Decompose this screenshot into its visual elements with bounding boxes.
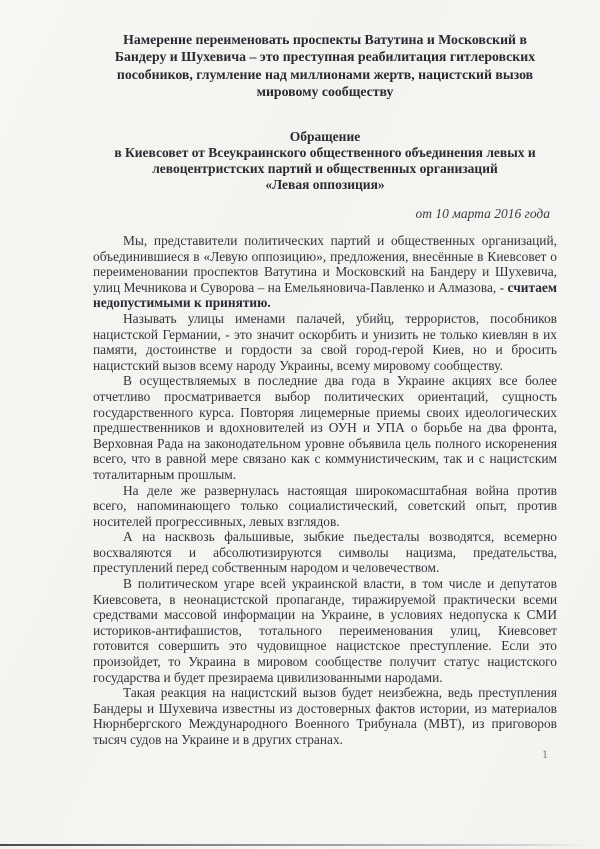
paragraph bbox=[93, 233, 557, 311]
heading-line: Обращение bbox=[289, 128, 361, 144]
paragraph-text: В осуществляемых в последние два года в Украине акциях все более отчетливо просматривается выбор политических ориентаций, сущность государственного курса. Повторяя лицемерные приемы своих идеологических предшественников и вдохновителей из ОУН и УПА о борьбе на два фронта, Верховная Рада на законодательном уровне объявила цель полного искоренения всего, что в равной мере связано как с коммунистическим, так и с нацистским тоталитарным прошлым. bbox=[93, 373, 557, 482]
heading-line: «Левая оппозиция» bbox=[265, 176, 385, 192]
date-line: от 10 марта 2016 года bbox=[415, 206, 550, 221]
paragraph-text: Называть улицы именами палачей, убийц, террористов, пособников нацистской Германии, - это значит оскорбить и унизить не только киевлян в их памяти, достоинстве и гордости за свой город-герой Киев, но и бросить нацистский вызов всему народу Украины, всему мировому сообществу. bbox=[93, 310, 557, 373]
document-content bbox=[93, 0, 557, 748]
title-line: Бандеру и Шухевича – это преступная реабилитация гитлеровских bbox=[114, 49, 536, 65]
paragraph-bold-text: считаем недопустимыми к принятию. bbox=[93, 279, 557, 311]
paragraph-text: На деле же развернулась настоящая широкомасштабная война против всего, напоминающего только социалистический, советский опыт, против носителей прогрессивных, левых взглядов. bbox=[93, 482, 557, 529]
paragraph bbox=[93, 529, 557, 576]
scan-edge-line bbox=[0, 844, 600, 846]
title-line: Намерение переименовать проспекты Ватутина и Московский в bbox=[123, 32, 527, 47]
appeal-heading bbox=[93, 129, 557, 193]
paragraph bbox=[93, 483, 557, 530]
paragraph bbox=[93, 373, 557, 482]
paragraph bbox=[93, 311, 557, 373]
heading-line: в Киевсовет от Всеукраинского общественного объединения левых и bbox=[114, 144, 536, 160]
title-line: мировому сообществу bbox=[256, 84, 394, 100]
paragraph-text: В политическом угаре всей украинской власти, в том числе и депутатов Киевсовета, в неонацистской пропаганде, тиражируемой практически всеми средствами массовой информации на Украине, в условиях недопуска к СМИ историков-антифашистов, тотального переименования улиц, Киевсовет готовится совершить это чудовищное нацистское преступление. Если это произойдет, то Украина в мировом сообществе получит статус нацистского государства и будет презираема цивилизованными народами. bbox=[93, 576, 557, 685]
document-body bbox=[93, 233, 557, 748]
paragraph-text: Мы, представители политических партий и общественных организаций, объединившиеся в «Левую оппозицию», предложения, внесённые в Киевсовет о переименовании проспектов Ватутина и Московский на Бандеру и Шухевича, улиц Мечникова и Суворова – на Емельяновича-Павленко и Алмазова, - bbox=[93, 233, 557, 295]
heading-line: левоцентристских партий и общественных организаций bbox=[152, 160, 498, 176]
paragraph-text: А на насквозь фальшивые, зыбкие пьедесталы возводятся, всемерно восхваляются и абсолютизируются символы нацизма, предательства, преступлений перед собственным народом и человечеством. bbox=[93, 529, 557, 576]
paragraph-text: Такая реакция на нацистский вызов будет неизбежна, ведь преступления Бандеры и Шухевича известны из достоверных фактов истории, из материалов Нюрнбергского Международного Военного Трибунала (МВТ), из приговоров тысяч судов на Украине и в других странах. bbox=[93, 685, 557, 747]
document-title bbox=[93, 0, 557, 101]
page-number: 1 bbox=[542, 747, 548, 761]
title-line: пособников, глумление над миллионами жертв, нацистский вызов bbox=[116, 66, 534, 82]
paragraph bbox=[93, 576, 557, 685]
paragraph bbox=[93, 685, 557, 747]
